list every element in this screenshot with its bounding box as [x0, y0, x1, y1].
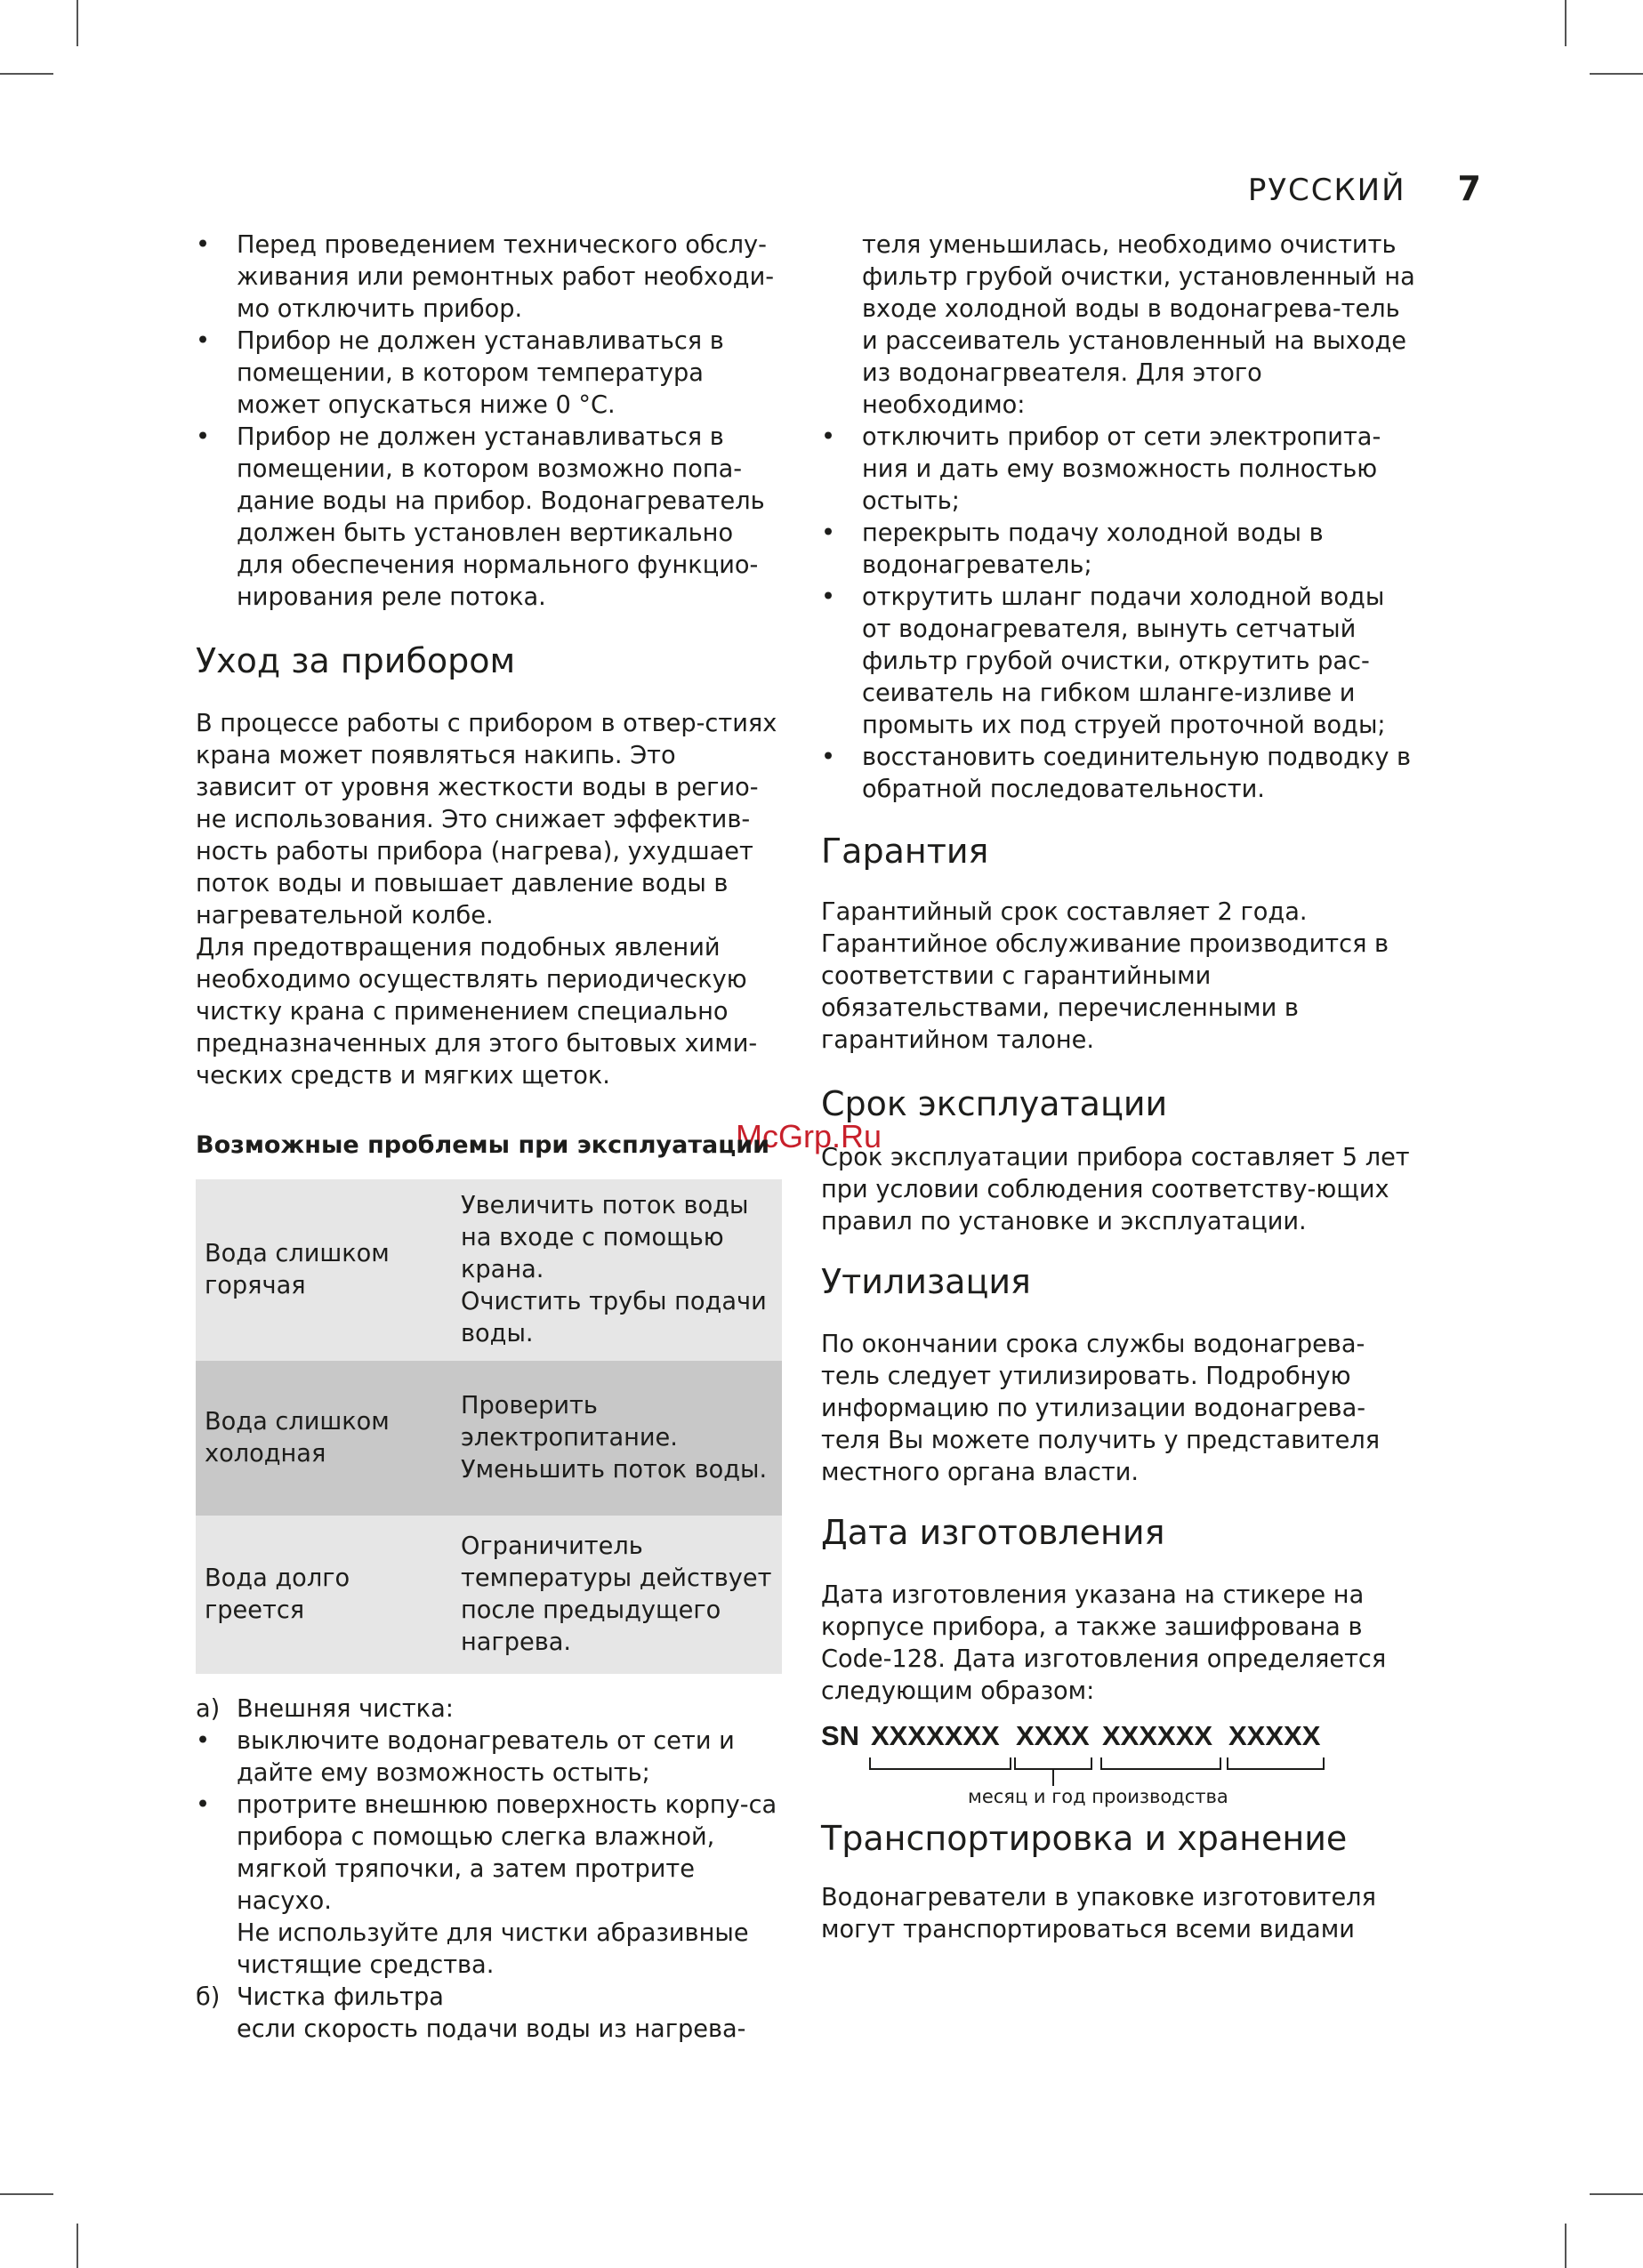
crop-mark [1590, 2193, 1643, 2195]
section-heading-manufacture-date: Дата изготовления [821, 1513, 1165, 1552]
crop-mark [77, 2224, 78, 2268]
list-item: • отключить прибор от сети электропита-ния и дать ему возможность полностью остыть; [821, 422, 1417, 518]
section-heading-warranty: Гарантия [821, 832, 989, 871]
list-item: • протрите внешнюю поверхность корпу-са прибора с помощью слегка влажной, мягкой тряпочки, а затем протрите насухо. [196, 1789, 783, 1918]
section-heading-problems: Возможные проблемы при эксплуатации [196, 1131, 770, 1159]
serial-group: XXXXX [1228, 1720, 1321, 1751]
solution-cell [452, 1179, 782, 1361]
crop-mark [1565, 0, 1566, 46]
filter-steps-list [821, 422, 1417, 806]
page-number: 7 [1457, 169, 1481, 208]
serial-bracket [1014, 1757, 1092, 1770]
serial-group: XXXXXXX [871, 1720, 1000, 1751]
list-marker: б) [196, 1983, 221, 2011]
cleaning-b-title-row [196, 1982, 783, 2014]
problems-table [196, 1179, 782, 1674]
warranty-text: Гарантийный срок составляет 2 года. Гарантийное обслуживание производится в соответствии с гарантийными обязательствами, перечисленными в гарантийном талоне. [821, 898, 1389, 1054]
service-life-text: Срок эксплуатации прибора составляет 5 лет при условии соблюдения соответству-ющих правил по установке и эксплуатации. [821, 1144, 1410, 1235]
cleaning-a-title: Внешняя чистка: [237, 1695, 454, 1723]
cleaning-a-list [196, 1725, 783, 1918]
solution-line: Увеличить поток воды на входе с помощью крана. [461, 1192, 749, 1283]
right-column [821, 229, 1417, 1946]
crop-mark [1565, 2224, 1566, 2268]
solution-cell [452, 1361, 782, 1516]
table-row [196, 1516, 782, 1674]
care-paragraph: Для предотвращения подобных явлений необходимо осуществлять периодическую чистку крана с применением специально предназначенных для этого бытовых хими-ческих средств и мягких щеток. [196, 934, 758, 1090]
solution-cell [452, 1516, 782, 1674]
problem-cell: Вода слишком холодная [196, 1361, 452, 1516]
serial-group: XXXX [1016, 1720, 1090, 1751]
problem-cell: Вода слишком горячая [196, 1179, 452, 1361]
solution-line: Очистить трубы подачи воды. [461, 1288, 767, 1347]
cleaning-a-title-row [196, 1693, 783, 1725]
solution-line: Проверить электропитание. [461, 1392, 678, 1452]
filter-continued: теля уменьшилась, необходимо очистить фильтр грубой очистки, установленный на входе холодной воды в водонагрева-тель и рассеиватель установленный на выходе из водонагрвеателя. Для этого необходимо: [862, 231, 1415, 419]
list-marker: а) [196, 1695, 221, 1723]
crop-mark [0, 2193, 53, 2195]
serial-group: XXXXXX [1102, 1720, 1213, 1751]
list-item: • перекрыть подачу холодной воды в водонагреватель; [821, 518, 1417, 582]
solution-line: Ограничитель температуры действует после предыдущего нагрева. [461, 1532, 772, 1656]
serial-prefix: SN [821, 1720, 860, 1751]
table-row [196, 1179, 782, 1361]
section-heading-disposal: Утилизация [821, 1262, 1031, 1301]
list-item: • Перед проведением технического обслу-живания или ремонтных работ необходи-мо отключить прибор. [196, 229, 783, 326]
safety-list [196, 229, 783, 614]
list-item: • выключите водонагреватель от сети и дайте ему возможность остыть; [196, 1725, 783, 1789]
manufacture-text: Дата изготовления указана на стикере на корпусе прибора, а также зашифрована в Code-128. Дата изготовления определяется следующим образом: [821, 1581, 1387, 1705]
section-heading-care: Уход за прибором [196, 641, 516, 680]
serial-caption: месяц и год производства [968, 1786, 1228, 1807]
section-heading-transport: Транспортировка и хранение [821, 1819, 1348, 1858]
care-paragraph: В процессе работы с прибором в отвер-стиях крана может появляться накипь. Это зависит от уровня жесткости воды в регио-не использования. Это снижает эффектив-ность работы прибора (нагрева), ухудшает поток воды и повышает давление воды в нагревательной колбе. [196, 710, 777, 929]
watermark: McGrp.Ru [736, 1118, 882, 1154]
serial-bracket [1227, 1757, 1325, 1770]
transport-text: Водонагреватели в упаковке изготовителя могут транспортироваться всеми видами [821, 1884, 1376, 1943]
section-heading-service-life: Срок эксплуатации [821, 1084, 1168, 1123]
problem-cell: Вода долго греется [196, 1516, 452, 1674]
language-label: РУССКИЙ [1247, 173, 1406, 208]
list-item: • восстановить соединительную подводку в обратной последовательности. [821, 742, 1417, 806]
crop-mark [0, 73, 53, 75]
list-item: • открутить шланг подачи холодной воды от водонагревателя, вынуть сетчатый фильтр грубой очистки, открутить рас-сеиватель на гибком шланге-изливе и промыть их под струей проточной воды; [821, 582, 1417, 742]
solution-line: Уменьшить поток воды. [461, 1456, 768, 1484]
crop-mark [1590, 73, 1643, 75]
crop-mark [77, 0, 78, 46]
cleaning-note: Не используйте для чистки абразивные чистящие средства. [237, 1919, 749, 1979]
list-item: • Прибор не должен устанавливаться в помещении, в котором возможно попа-дание воды на прибор. Водонагреватель должен быть установлен вертикально для обеспечения нормального функцио-нирования реле потока. [196, 422, 783, 614]
left-column [196, 229, 783, 2046]
disposal-text: По окончании срока службы водонагрева-тель следует утилизировать. Подробную информацию по утилизации водонагрева-теля Вы можете получить у представителя местного органа власти. [821, 1331, 1381, 1486]
table-row [196, 1361, 782, 1516]
cleaning-b-title: Чистка фильтра [237, 1983, 444, 2011]
cleaning-b-text: если скорость подачи воды из нагрева- [237, 2015, 746, 2043]
list-item: • Прибор не должен устанавливаться в помещении, в котором температура может опускаться ниже 0 °С. [196, 326, 783, 422]
serial-bracket [869, 1757, 1011, 1770]
serial-number-diagram [821, 1720, 1417, 1807]
serial-bracket [1100, 1757, 1221, 1770]
page-header [1248, 169, 1481, 208]
